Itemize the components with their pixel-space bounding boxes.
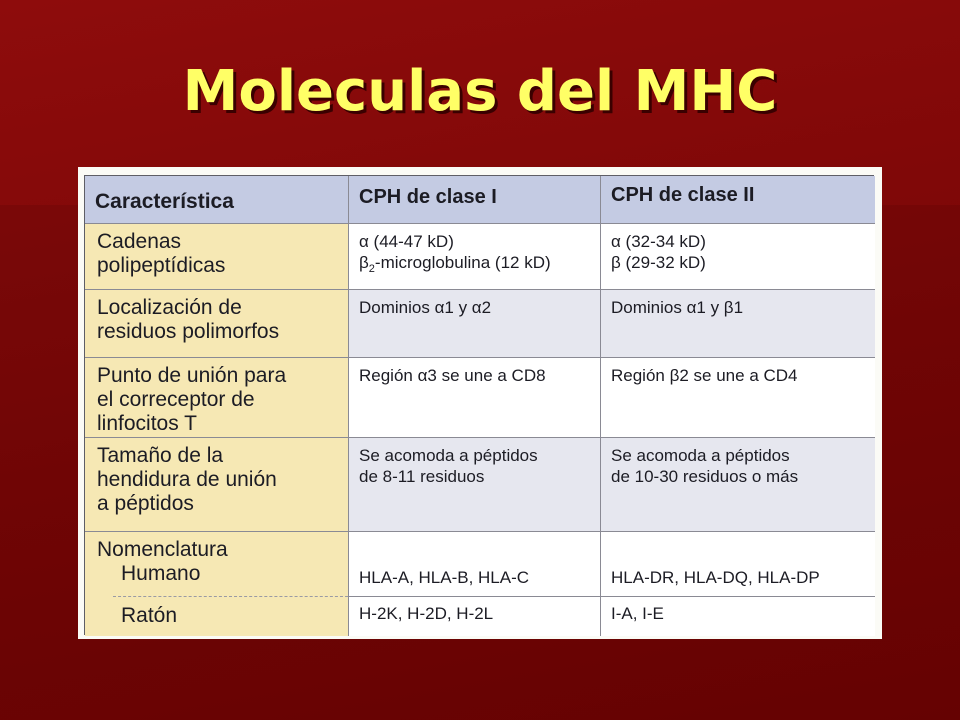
row-label-line: Localización de	[97, 296, 242, 319]
row-label-line: Punto de unión para	[97, 364, 287, 387]
row-label-line: residuos polimorfos	[97, 320, 280, 343]
row-label-line: linfocitos T	[97, 412, 197, 435]
header-class-1: CPH de clase I	[349, 176, 601, 224]
cell-line: α (32-34 kD)	[611, 232, 706, 251]
cell-localizacion-class-2	[601, 290, 875, 358]
cell-tamano-class-1	[349, 438, 601, 532]
nomenclature-divider	[601, 596, 875, 597]
row-label-line: Tamaño de la	[97, 444, 224, 467]
cell-line: de 10-30 residuos o más	[611, 467, 799, 486]
cell-nomenclatura-class-2	[601, 532, 875, 636]
cell-punto-union-class-1	[349, 358, 601, 438]
class-2-mouse-names: I-A, I-E	[611, 604, 664, 623]
cell-line: Dominios α1 y α2	[359, 298, 492, 317]
cell-line: Región α3 se une a CD8	[359, 366, 546, 385]
nomenclature-mouse-label: Ratón	[121, 604, 178, 627]
class-2-human-names: HLA-DR, HLA-DQ, HLA-DP	[611, 568, 820, 587]
microglobulin-text: -microglobulina (12 kD)	[374, 253, 551, 272]
row-label-line: hendidura de unión	[97, 468, 277, 491]
cell-line: Región β2 se une a CD4	[611, 366, 798, 385]
class-1-mouse-names: H-2K, H-2D, H-2L	[359, 604, 494, 623]
cell-localizacion-class-1	[349, 290, 601, 358]
row-label-cadenas	[85, 224, 349, 290]
nomenclature-human-label: Humano	[121, 562, 201, 585]
nomenclature-divider	[349, 596, 600, 597]
row-label-nomenclatura	[85, 532, 349, 636]
cell-line: Se acomoda a péptidos	[359, 446, 538, 465]
cell-line: Dominios α1 y β1	[611, 298, 744, 317]
cell-line: β (29-32 kD)	[611, 253, 706, 272]
cell-tamano-class-2	[601, 438, 875, 532]
cell-line	[359, 252, 600, 280]
slide-title: Moleculas del MHC	[182, 59, 778, 124]
beta-symbol: β	[359, 253, 369, 272]
class-1-human-names: HLA-A, HLA-B, HLA-C	[359, 568, 530, 587]
row-label-line: a péptidos	[97, 492, 194, 515]
row-label-localizacion	[85, 290, 349, 358]
mhc-comparison-table	[84, 175, 874, 635]
row-label-line: polipeptídicas	[97, 254, 226, 277]
subscript-2: 2	[368, 263, 375, 275]
nomenclature-divider	[113, 596, 348, 597]
cell-line: α (44-47 kD)	[359, 232, 454, 251]
cell-cadenas-class-2	[601, 224, 875, 290]
row-label-tamano	[85, 438, 349, 532]
cell-punto-union-class-2	[601, 358, 875, 438]
header-caracteristica: Característica	[85, 176, 349, 224]
cell-nomenclatura-class-1	[349, 532, 601, 636]
nomenclature-label: Nomenclatura	[97, 538, 228, 561]
row-label-line: Cadenas	[97, 230, 182, 253]
cell-line: de 8-11 residuos	[359, 467, 485, 486]
row-label-punto-union	[85, 358, 349, 438]
row-label-line: el correceptor de	[97, 388, 255, 411]
cell-line: Se acomoda a péptidos	[611, 446, 790, 465]
header-class-2: CPH de clase II	[601, 176, 875, 224]
cell-cadenas-class-1	[349, 224, 601, 290]
